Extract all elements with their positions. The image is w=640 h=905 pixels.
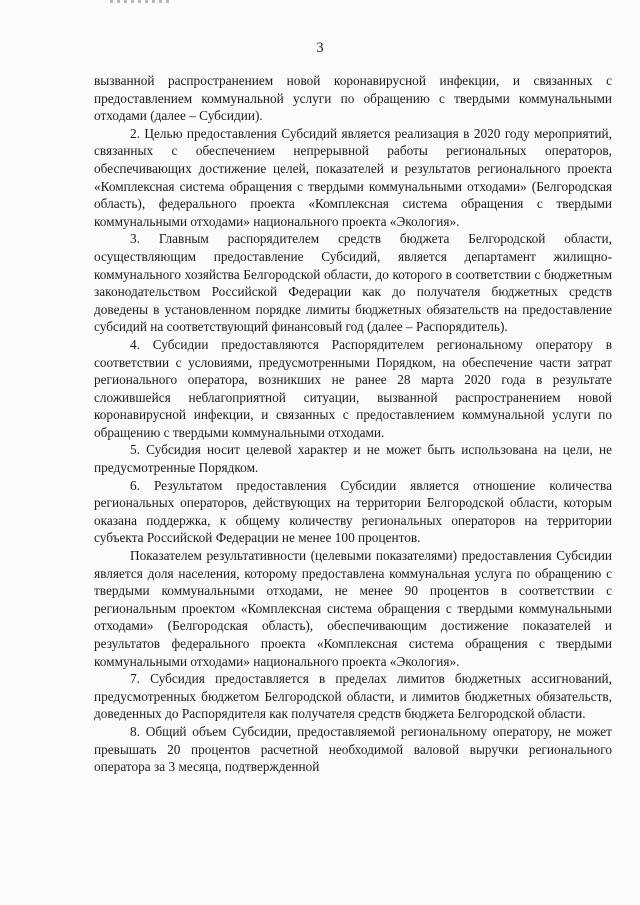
paragraph-3-distributor: 3. Главным распорядителем средств бюджета Белгородской области, осуществляющим предоставление Субсидий, является департамент жилищно-коммунального хозяйства Белгородской области, до которого в соответствии с бюджетным законодательством Российской Федерации как до получателя бюджетных средств доведены в установленном порядке лимиты бюджетных обязательств на предоставление субсидий на соответствующий финансовый год (далее – Распорядитель). [94,231,612,335]
paragraph-8-volume: 8. Общий объем Субсидии, предоставляемой региональному оператору, не может превышать 20 процентов расчетной необходимой валовой выручки регионального оператора за 3 месяца, подтвержденной [94,723,612,775]
paragraph-6-indicator: Показателем результативности (целевыми показателями) предоставления Субсидии является доля населения, которому предоставлена коммунальная услуга по обращению с твердыми коммунальными отходами, не менее 90 процентов в соответствии с региональным проектом «Комплексная система обращения с твердыми коммунальными отходами» (Белгородская область), обеспечивающим достижение показателей и результатов федерального проекта «Комплексная система обращения с твердыми коммунальными отходами» национального проекта «Экология». [94,548,612,669]
paragraph-5-purpose: 5. Субсидия носит целевой характер и не может быть использована на цели, не предусмотренные Порядком. [94,442,612,476]
paragraph-6-result: 6. Результатом предоставления Субсидии является отношение количества региональных операторов, действующих на территории Белгородской области, которым оказана поддержка, к общему количеству региональных операторов на территории субъекта Российской Федерации не менее 100 процентов. [94,477,612,546]
paragraph-7-limits: 7. Субсидия предоставляется в пределах лимитов бюджетных ассигнований, предусмотренных бюджетом Белгородской области, и лимитов бюджетных обязательств, доведенных до Распорядителя как получателя средств бюджета Белгородской области. [94,671,612,722]
paragraph-continuation: вызванной распространением новой коронавирусной инфекции, и связанных с предоставлением коммунальной услуги по обращению с твердыми коммунальными отходами (далее – Субсидии). [94,73,612,124]
paragraph-4-provision: 4. Субсидии предоставляются Распорядителем региональному оператору в соответствии с условиями, предусмотренными Порядком, на обеспечение части затрат регионального оператора, возникших не ранее 28 марта 2020 года в результате сложившейся неблагоприятной ситуации, вызванной распространением новой коронавирусной инфекции, и связанных с предоставлением коммунальной услуги по обращению с твердыми коммунальными отходами. [94,336,612,440]
scan-artifact [110,0,170,3]
page-number: 3 [316,40,324,56]
paragraph-2-goal: 2. Целью предоставления Субсидий является реализация в 2020 году мероприятий, связанных с обеспечением непрерывной работы региональных операторов, обеспечивающих достижение целей, показателей и результатов регионального проекта «Комплексная система обращения с твердыми коммунальными отходами» (Белгородская область), федерального проекта «Комплексная система обращения с твердыми коммунальными отходами» национального проекта «Экология». [94,125,612,229]
body-text [94,72,612,776]
